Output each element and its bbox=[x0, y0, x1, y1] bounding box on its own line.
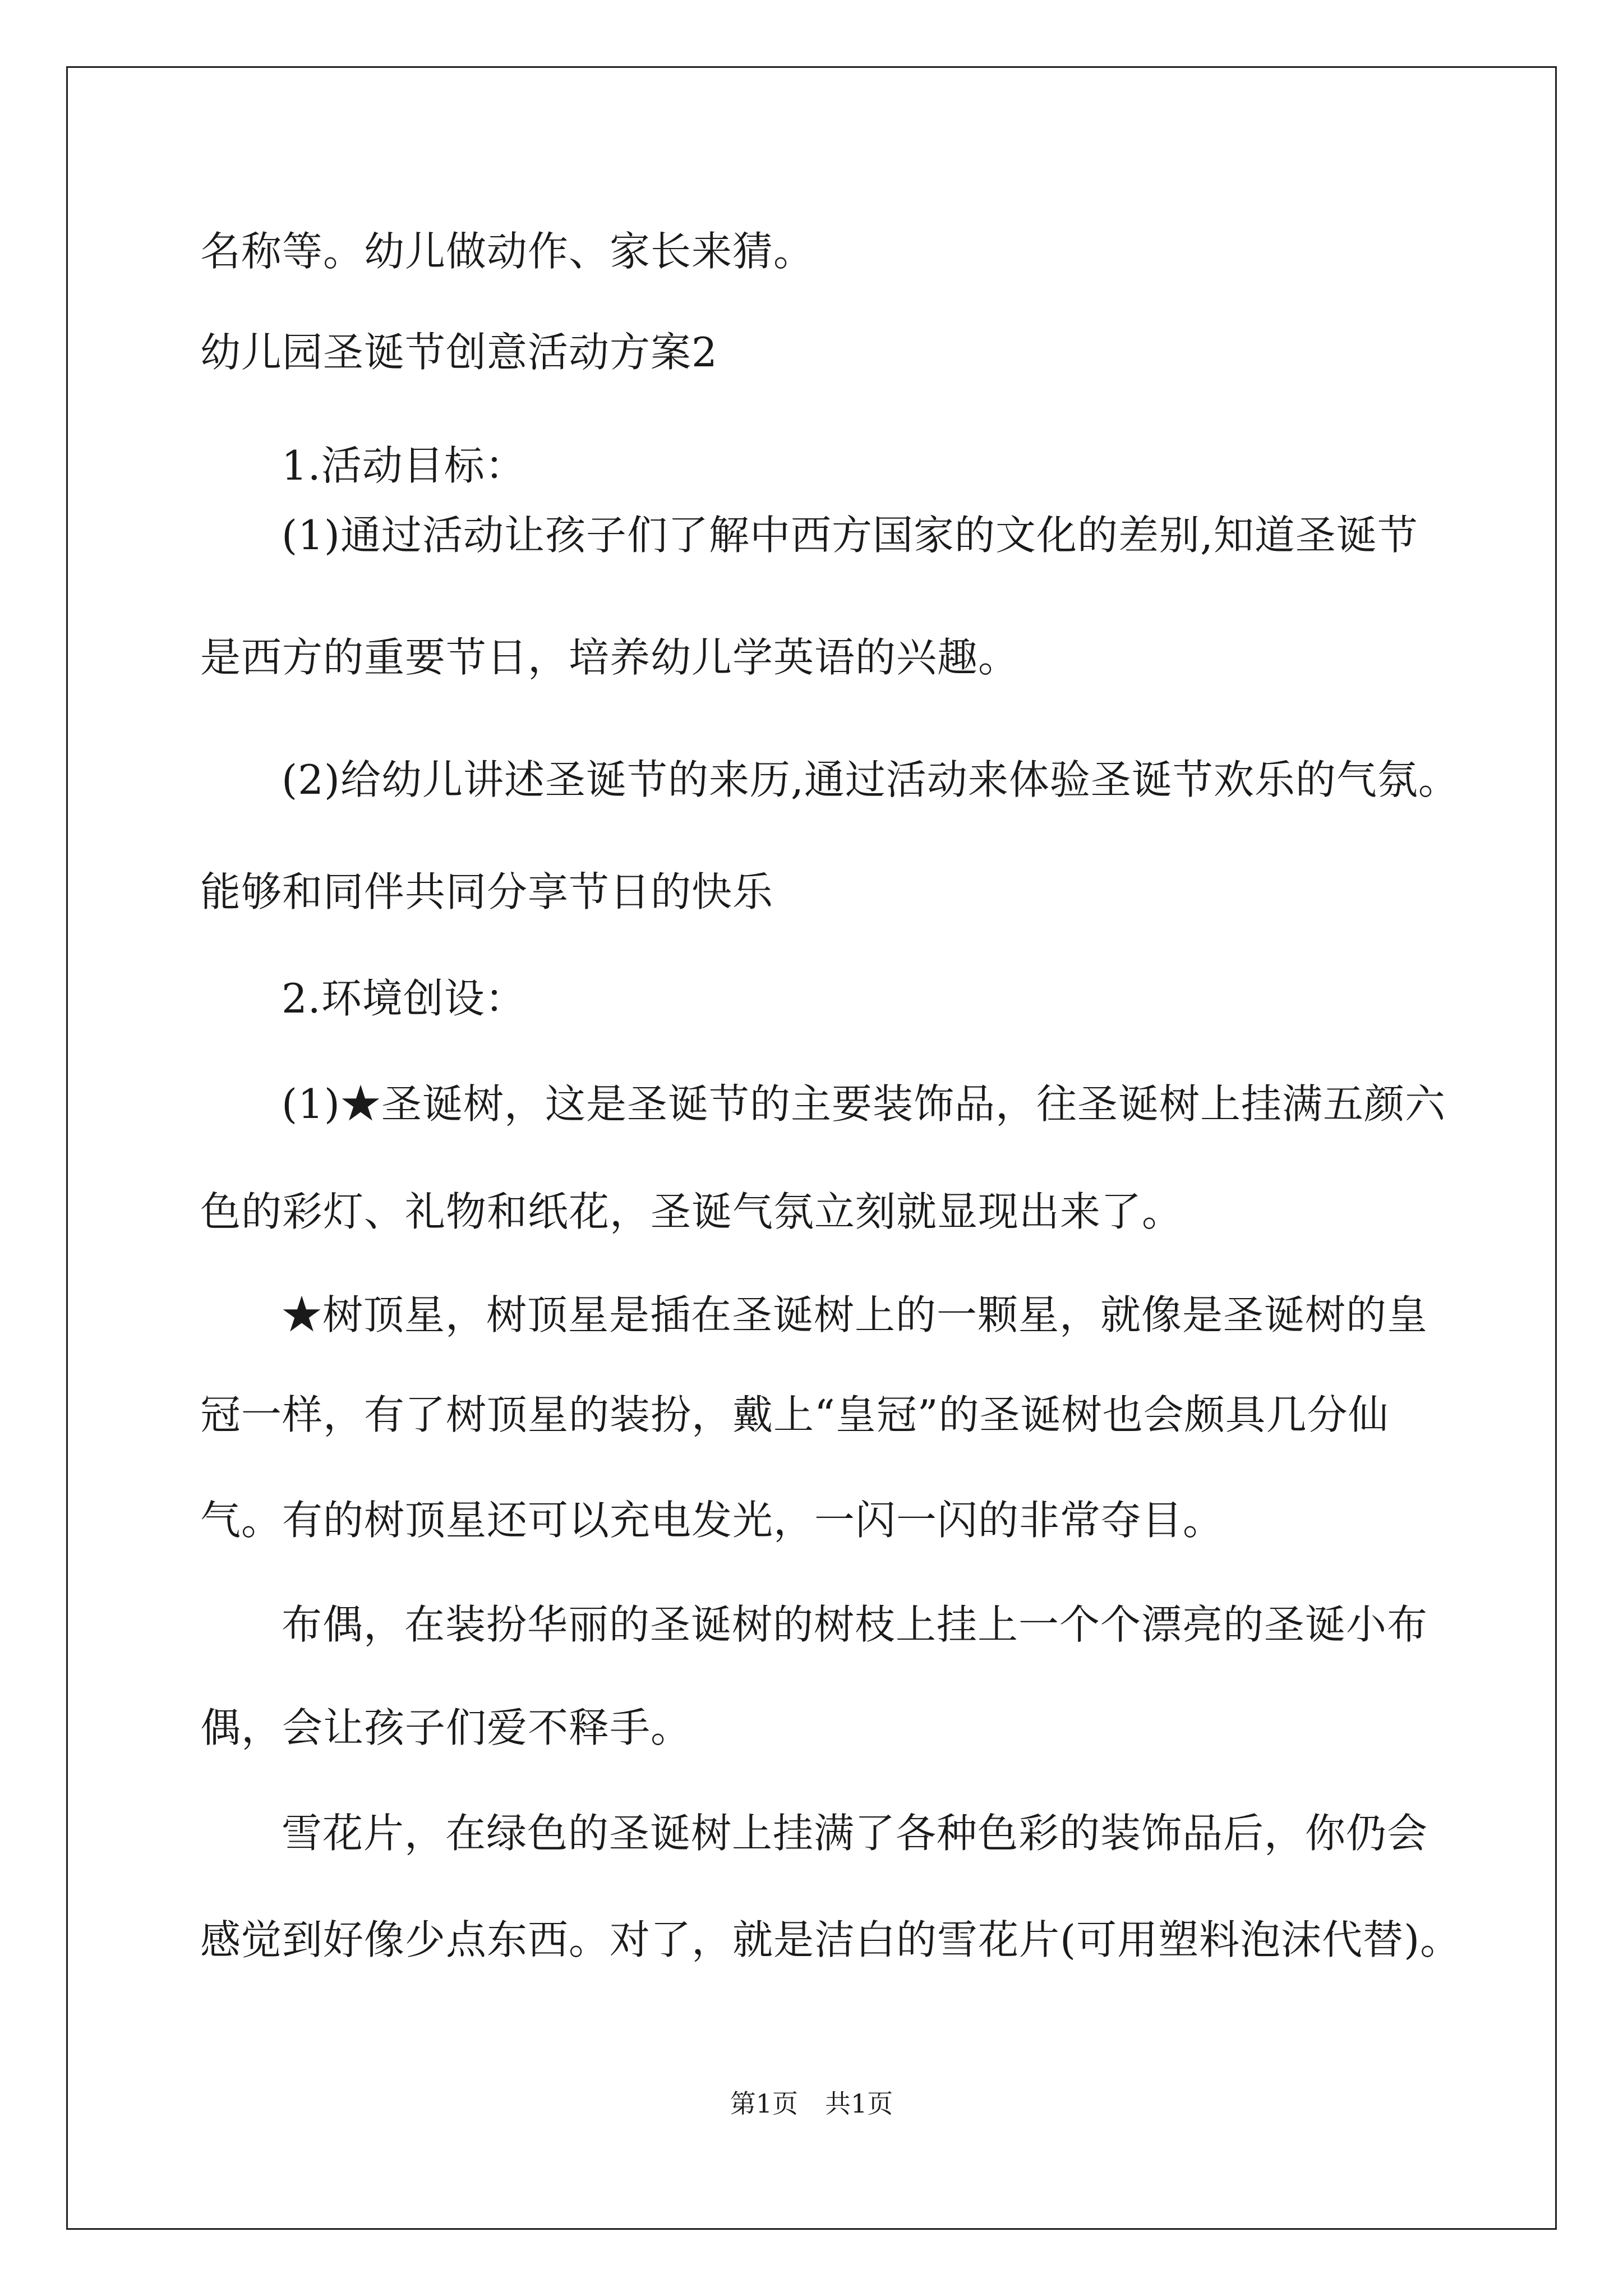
page-footer bbox=[0, 2087, 1623, 2120]
paragraph-doll-line-1: 布偶，在装扮华丽的圣诞树的树枝上挂上一个个漂亮的圣诞小布 bbox=[282, 1601, 1428, 1648]
paragraph-tree-line-2: 色的彩灯、礼物和纸花，圣诞气氛立刻就显现出来了。 bbox=[200, 1188, 1183, 1235]
page-border bbox=[66, 66, 1557, 2230]
paragraph-goal-1-line-2: 是西方的重要节日，培养幼儿学英语的兴趣。 bbox=[200, 634, 1020, 681]
paragraph-snowflake-line-1: 雪花片，在绿色的圣诞树上挂满了各种色彩的装饰品后，你仍会 bbox=[282, 1810, 1428, 1857]
paragraph-goal-1-line-1: (1)通过活动让孩子们了解中西方国家的文化的差别,知道圣诞节 bbox=[282, 512, 1418, 559]
paragraph-star-line-2: 冠一样，有了树顶星的装扮，戴上“皇冠”的圣诞树也会颇具几分仙 bbox=[200, 1391, 1389, 1438]
paragraph-star-line-3: 气。有的树顶星还可以充电发光，一闪一闪的非常夺目。 bbox=[200, 1497, 1224, 1544]
section-heading: 幼儿园圣诞节创意活动方案2 bbox=[200, 329, 718, 376]
subheading-activity-goals: 1.活动目标： bbox=[282, 442, 526, 489]
paragraph-snowflake-line-2: 感觉到好像少点东西。对了，就是洁白的雪花片(可用塑料泡沫代替)。 bbox=[200, 1916, 1461, 1963]
subheading-environment: 2.环境创设： bbox=[282, 975, 526, 1022]
paragraph-tree-line-1: (1)★圣诞树，这是圣诞节的主要装饰品，往圣诞树上挂满五颜六 bbox=[282, 1080, 1446, 1128]
paragraph-star-line-1: ★树顶星，树顶星是插在圣诞树上的一颗星，就像是圣诞树的皇 bbox=[282, 1291, 1428, 1338]
paragraph-doll-line-2: 偶，会让孩子们爱不释手。 bbox=[200, 1704, 692, 1751]
paragraph-goal-2-line-2: 能够和同伴共同分享节日的快乐 bbox=[200, 868, 774, 915]
text-line-continuation: 名称等。幼儿做动作、家长来猜。 bbox=[200, 228, 815, 275]
paragraph-goal-2-line-1: (2)给幼儿讲述圣诞节的来历,通过活动来体验圣诞节欢乐的气氛。 bbox=[282, 756, 1459, 803]
page-number-current: 第1页 bbox=[730, 2088, 798, 2119]
page-number-total: 共1页 bbox=[825, 2088, 893, 2119]
